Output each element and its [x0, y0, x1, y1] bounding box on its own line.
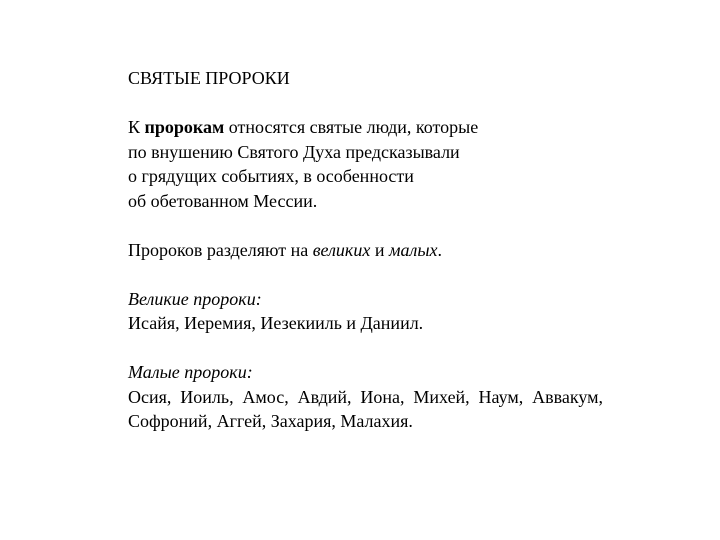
definition-line-3: о грядущих событиях, в особенности — [128, 166, 414, 186]
division-minor: малых — [388, 239, 438, 260]
spacer — [128, 336, 603, 361]
major-prophets-list: Исайя, Иеремия, Иезекииль и Даниил. — [128, 313, 424, 333]
division-suffix: . — [437, 239, 442, 260]
division-sentence — [128, 238, 603, 263]
division-great: великих — [312, 239, 371, 260]
division-prefix: Пророков разделяют на — [128, 239, 313, 260]
definition-prefix: К — [128, 117, 145, 137]
minor-prophets-heading: Малые пророки: — [128, 362, 253, 382]
minor-prophets-list: Осия, Иоиль, Амос, Авдий, Иона, Михей, Наум, Аввакум, Софроний, Аггей, Захария, Малахия. — [128, 386, 603, 431]
definition-line-4: об обетованном Мессии. — [128, 190, 318, 211]
spacer — [128, 262, 603, 287]
page-title: СВЯТЫЕ ПРОРОКИ — [128, 68, 290, 88]
text-body — [128, 66, 603, 434]
definition-line-1 — [128, 115, 603, 140]
major-prophets-heading: Великие пророки: — [128, 288, 262, 309]
division-conj: и — [370, 239, 389, 260]
definition-term: пророкам — [144, 117, 225, 137]
definition-line-2: по внушению Святого Духа предсказывали — [128, 141, 460, 162]
spacer — [128, 213, 603, 238]
definition-line-1-rest: относятся святые люди, которые — [224, 117, 479, 137]
spacer — [128, 91, 603, 116]
